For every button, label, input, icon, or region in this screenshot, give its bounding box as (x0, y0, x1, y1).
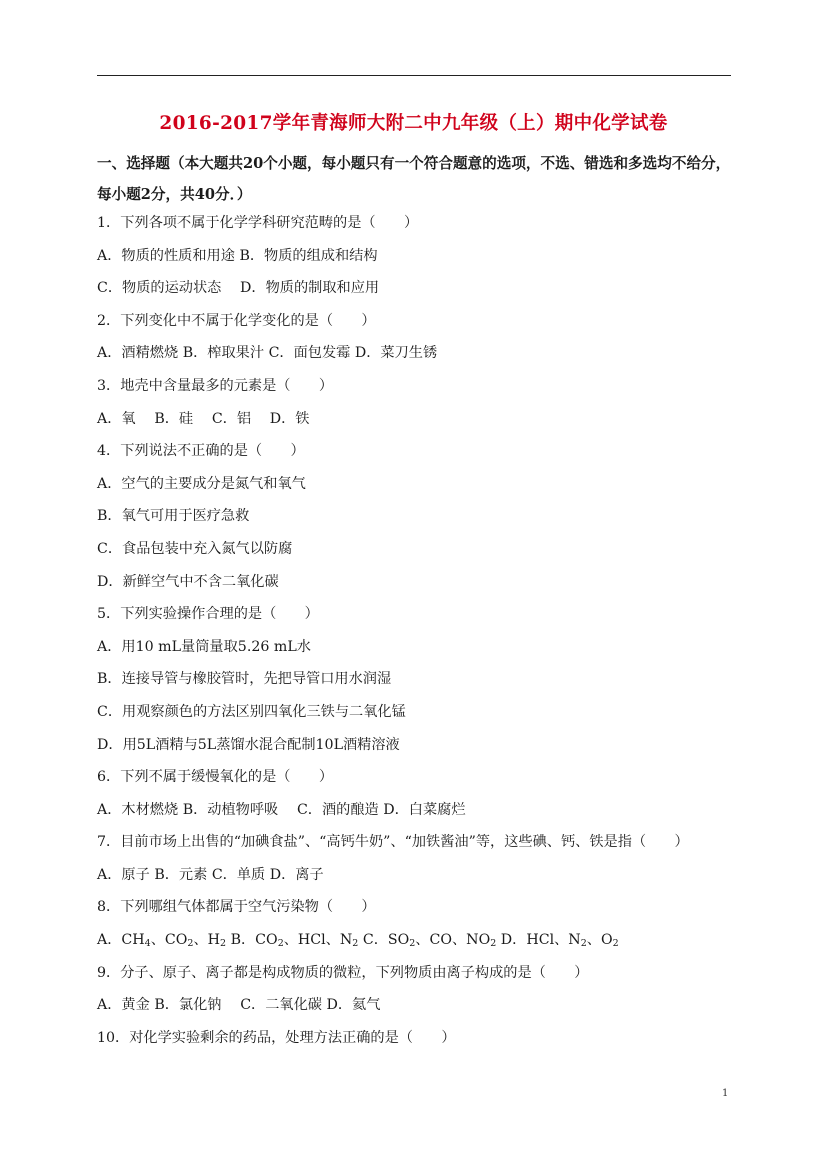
page-title: 2016-2017学年青海师大附二中九年级（上）期中化学试卷 (159, 113, 668, 134)
option-line: A．用10 mL量筒量取5.26 mL水 (97, 638, 311, 655)
section-heading-line-1: 一、选择题（本大题共20个小题，每小题只有一个符合题意的选项，不选、错选和多选均不给分， (97, 155, 731, 172)
question-line: 1．下列各项不属于化学学科研究范畴的是（ ） (97, 215, 419, 231)
formula-subscript: 2 (220, 938, 227, 950)
formula-text: 、O (586, 932, 613, 949)
option-line: C．物质的运动状态 D．物质的制取和应用 (97, 280, 380, 297)
formula-text: 、H (193, 932, 221, 949)
question-line: 2．下列变化中不属于化学变化的是（ ） (97, 312, 376, 329)
formula-text: 、CO、NO (415, 932, 491, 949)
formula-subscript: 2 (187, 938, 194, 950)
option-line: A．空气的主要成分是氮气和氧气 (97, 475, 306, 492)
option-line: C．用观察颜色的方法区别四氧化三铁与二氧化锰 (97, 703, 406, 720)
formula-text: A．CH (97, 932, 145, 949)
option-line: A．物质的性质和用途 B．物质的组成和结构 (97, 247, 378, 264)
question-line: 9．分子、原子、离子都是构成物质的微粒，下列物质由离子构成的是（ ） (97, 964, 589, 981)
option-line: A．黄金 B．氯化钠 C．二氧化碳 D．氦气 (97, 997, 381, 1014)
question-line: 10．对化学实验剩余的药品，处理方法正确的是（ ） (97, 1029, 456, 1046)
question-line: 3．地壳中含量最多的元素是（ ） (97, 377, 334, 394)
option-line: D．用5L酒精与5L蒸馏水混合配制10L酒精溶液 (97, 736, 400, 753)
option-line: B．氧气可用于医疗急救 (97, 508, 250, 525)
question-line: 8．下列哪组气体都属于空气污染物（ ） (97, 899, 376, 916)
page-number: 1 (722, 1088, 729, 1099)
formula-text: B．CO (226, 932, 278, 949)
option-line: D．新鲜空气中不含二氧化碳 (97, 573, 279, 590)
formula-subscript: 2 (409, 938, 416, 950)
section-heading (97, 148, 737, 210)
formula-subscript: 2 (352, 938, 359, 950)
option-line: B．连接导管与橡胶管时，先把导管口用水润湿 (97, 671, 392, 688)
question-line: 6．下列不属于缓慢氧化的是（ ） (97, 769, 334, 786)
formula-option-line (97, 929, 737, 962)
option-line: A．氧 B．硅 C．铝 D．铁 (97, 410, 310, 427)
formula-subscript: 2 (490, 938, 497, 950)
formula-text: D．HCl、N (496, 932, 581, 949)
formula-text: C．SO (358, 932, 410, 949)
option-line: A．酒精燃烧 B．榨取果汁 C．面包发霉 D．菜刀生锈 (97, 345, 438, 362)
formula-subscript: 4 (144, 938, 151, 950)
formula-text: 、HCl、N (283, 932, 353, 949)
question-line: 5．下列实验操作合理的是（ ） (97, 606, 319, 623)
question-line: 7．目前市场上出售的“加碘食盐”、“高钙牛奶”、“加铁酱油”等，这些碘、钙、铁是指（ ） (97, 834, 689, 851)
formula-text: 、CO (150, 932, 188, 949)
section-heading-line-2: 每小题2分，共40分．） (97, 186, 252, 203)
option-line: A．原子 B．元素 C．单质 D．离子 (97, 866, 324, 883)
formula-subscript: 2 (580, 938, 587, 950)
question-line: 4．下列说法不正确的是（ ） (97, 443, 305, 460)
formula-subscript: 2 (612, 938, 619, 950)
question-list (97, 212, 737, 1059)
formula-subscript: 2 (277, 938, 284, 950)
option-line: A．木材燃烧 B．动植物呼吸 C．酒的酿造 D．白菜腐烂 (97, 801, 466, 818)
option-line: C．食品包装中充入氮气以防腐 (97, 540, 293, 557)
header-rule (97, 75, 731, 76)
